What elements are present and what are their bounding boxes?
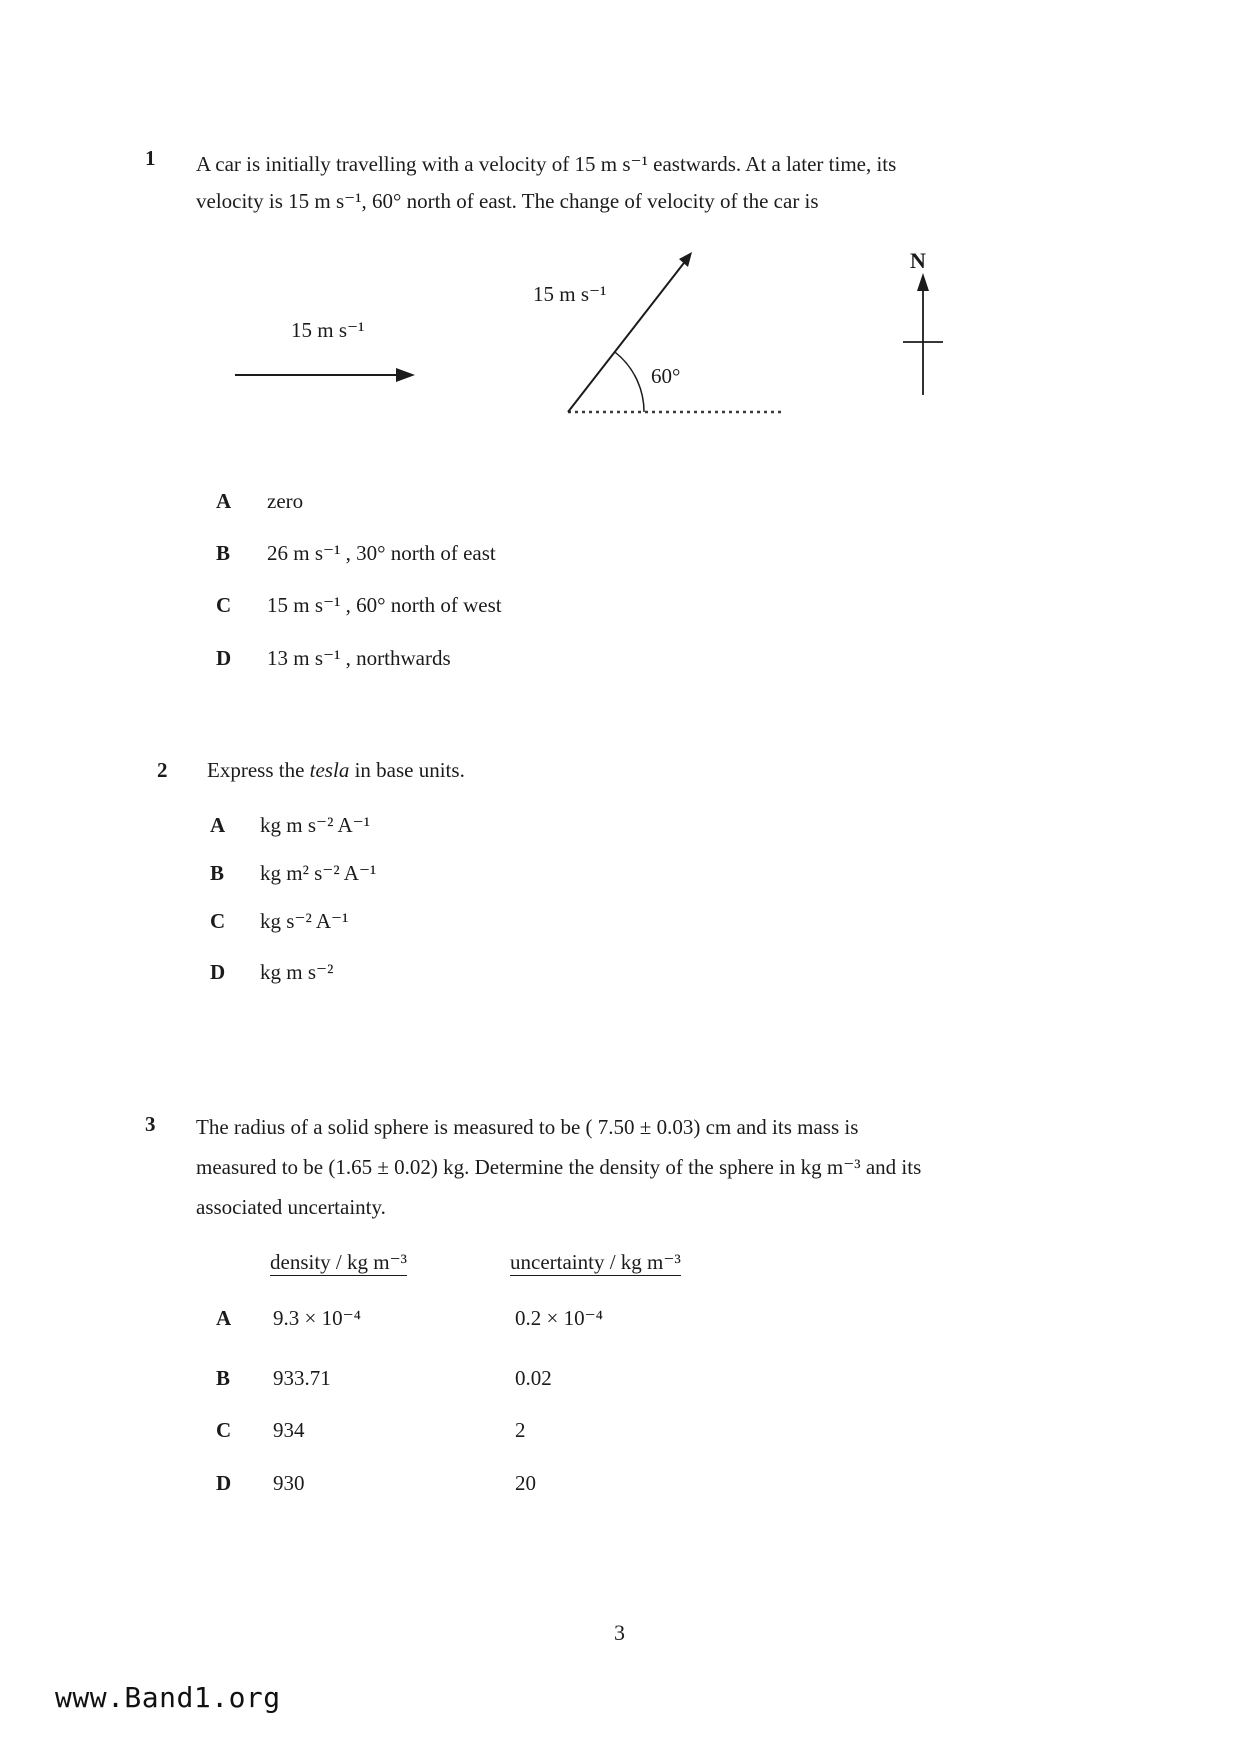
q3-row-a-density: 9.3 × 10⁻⁴ <box>273 1306 361 1330</box>
q2-option-d-text: kg m s⁻² <box>260 960 334 984</box>
density-column-header: density / kg m⁻³ <box>270 1250 407 1274</box>
q3-row-b-uncertainty: 0.02 <box>515 1366 552 1390</box>
q3-row-d <box>216 1471 536 1496</box>
q1-option-a-text: zero <box>267 489 304 513</box>
q1-option-b-letter: B <box>216 541 231 565</box>
east-vector-label: 15 m s⁻¹ <box>291 318 365 342</box>
q3-row-d-letter: D <box>216 1471 232 1495</box>
q3-row-a <box>216 1306 603 1331</box>
page-number: 3 <box>614 1620 625 1645</box>
q2-option-b <box>210 861 376 886</box>
question-3-text <box>196 1107 1176 1227</box>
q1-option-d-text: 13 m s⁻¹ , northwards <box>267 646 451 670</box>
q2-option-a-letter: A <box>210 813 226 837</box>
q3-row-a-letter: A <box>216 1306 232 1330</box>
east-vector-arrow-icon <box>230 362 425 388</box>
q3-row-b <box>216 1366 552 1391</box>
q3-row-c-uncertainty: 2 <box>515 1418 526 1442</box>
q2-option-a <box>210 813 370 838</box>
question-1-text <box>196 146 1156 220</box>
question-2-text-suffix: in base units. <box>349 758 465 782</box>
q1-option-b <box>216 541 496 566</box>
question-3-line3: associated uncertainty. <box>196 1195 386 1219</box>
question-3-line1: The radius of a solid sphere is measured to be ( 7.50 ± 0.03) cm and its mass is <box>196 1115 859 1139</box>
site-watermark: www.Band1.org <box>55 1681 281 1714</box>
q3-row-d-uncertainty: 20 <box>515 1471 536 1495</box>
q2-option-b-letter: B <box>210 861 225 885</box>
q2-option-c <box>210 909 348 934</box>
question-2-text-prefix: Express the <box>207 758 310 782</box>
q2-option-b-text: kg m² s⁻² A⁻¹ <box>260 861 377 885</box>
north-arrow-icon <box>897 270 957 400</box>
q1-option-c <box>216 593 502 618</box>
uncertainty-column-header: uncertainty / kg m⁻³ <box>510 1250 681 1274</box>
question-2-text <box>207 758 465 783</box>
q2-option-d-letter: D <box>210 960 226 984</box>
question-1-line1: A car is initially travelling with a velocity of 15 m s⁻¹ eastwards. At a later time, its <box>196 152 897 176</box>
q2-option-c-text: kg s⁻² A⁻¹ <box>260 909 349 933</box>
resultant-vector-diagram-icon <box>500 245 810 420</box>
q1-option-d-letter: D <box>216 646 232 670</box>
q1-option-c-text: 15 m s⁻¹ , 60° north of west <box>267 593 502 617</box>
q1-option-a-letter: A <box>216 489 232 513</box>
q2-option-c-letter: C <box>210 909 226 933</box>
resultant-vector-label: 15 m s⁻¹ <box>533 282 607 306</box>
question-1-line2: velocity is 15 m s⁻¹, 60° north of east. The change of velocity of the car is <box>196 189 819 213</box>
q3-row-b-density: 933.71 <box>273 1366 331 1390</box>
q3-row-c <box>216 1418 526 1443</box>
q1-option-b-text: 26 m s⁻¹ , 30° north of east <box>267 541 496 565</box>
q1-option-a <box>216 489 303 514</box>
q3-row-a-uncertainty: 0.2 × 10⁻⁴ <box>515 1306 603 1330</box>
q1-option-c-letter: C <box>216 593 232 617</box>
q2-option-a-text: kg m s⁻² A⁻¹ <box>260 813 371 837</box>
question-2-number: 2 <box>157 758 168 782</box>
question-1-number: 1 <box>145 146 156 170</box>
question-2-text-italic: tesla <box>309 758 350 782</box>
angle-label: 60° <box>651 364 681 388</box>
q1-option-d <box>216 646 451 671</box>
question-3-number: 3 <box>145 1112 156 1136</box>
q3-row-b-letter: B <box>216 1366 231 1390</box>
north-label: N <box>910 248 926 273</box>
question-3-line2: measured to be (1.65 ± 0.02) kg. Determine the density of the sphere in kg m⁻³ and its <box>196 1155 922 1179</box>
q3-row-d-density: 930 <box>273 1471 305 1495</box>
q3-row-c-density: 934 <box>273 1418 305 1442</box>
q2-option-d <box>210 960 333 985</box>
q3-row-c-letter: C <box>216 1418 232 1442</box>
